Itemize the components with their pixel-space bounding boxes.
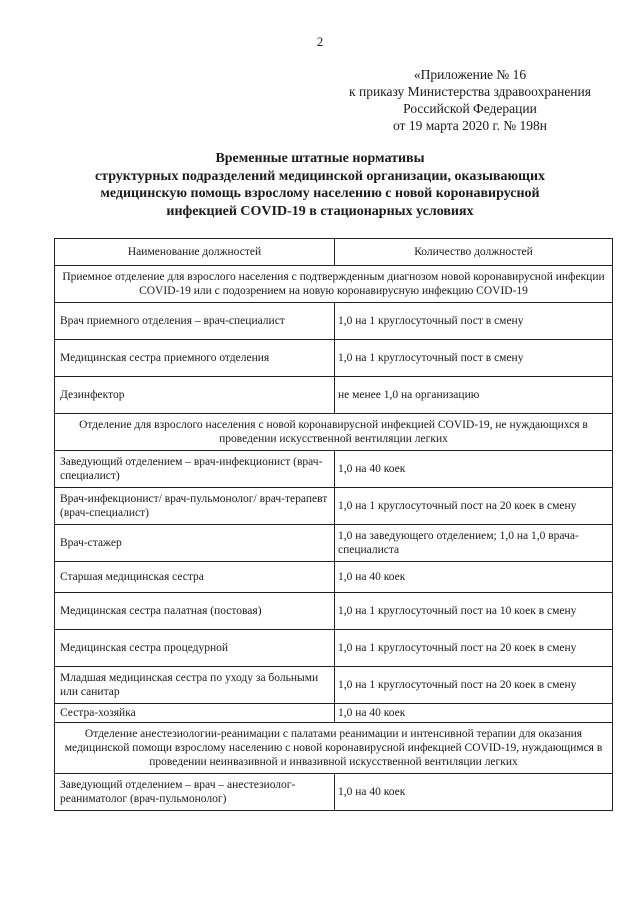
- count-cell: 1,0 на 40 коек: [335, 451, 613, 488]
- section-header-row: [55, 723, 613, 774]
- appendix-line: Российской Федерации: [403, 101, 537, 116]
- count-cell: 1,0 на 40 коек: [335, 704, 613, 723]
- section-title: Отделение анестезиологии-реанимации с палатами реанимации и интенсивной терапии для оказания медицинской помощи взрослому населению с новой коронавирусной инфекцией COVID-19, нуждающимся в проведении неинвазивной и инвазивной искусственной вентиляции легких: [55, 723, 613, 774]
- title-line: Временные штатные нормативы: [215, 151, 425, 166]
- column-header-position: Наименование должностей: [55, 239, 335, 266]
- table-row: [55, 340, 613, 377]
- position-cell: Медицинская сестра палатная (постовая): [55, 593, 335, 630]
- position-cell: Заведующий отделением – врач-инфекционист (врач-специалист): [55, 451, 335, 488]
- position-cell: Врач приемного отделения – врач-специалист: [55, 303, 335, 340]
- table-row: [55, 774, 613, 811]
- table-row: [55, 630, 613, 667]
- section-header-row: [55, 414, 613, 451]
- table-row: [55, 377, 613, 414]
- count-cell: 1,0 на заведующего отделением; 1,0 на 1,0 врача-специалиста: [335, 525, 613, 562]
- count-cell: 1,0 на 40 коек: [335, 774, 613, 811]
- title-line: структурных подразделений медицинской организации, оказывающих: [94, 168, 546, 184]
- table-header-row: [55, 239, 613, 266]
- position-cell: Сестра-хозяйка: [55, 704, 335, 723]
- table-row: [55, 303, 613, 340]
- table-row: [55, 451, 613, 488]
- section-title: Отделение для взрослого населения с новой коронавирусной инфекцией COVID-19, не нуждающихся в проведении искусственной вентиляции легких: [55, 414, 613, 451]
- count-cell: 1,0 на 1 круглосуточный пост на 20 коек в смену: [335, 667, 613, 704]
- section-header-row: [55, 266, 613, 303]
- count-cell: 1,0 на 40 коек: [335, 562, 613, 593]
- count-cell: 1,0 на 1 круглосуточный пост на 20 коек в смену: [335, 630, 613, 667]
- title-line: инфекцией COVID-19 в стационарных условиях: [166, 203, 474, 219]
- staffing-table: [54, 238, 613, 811]
- appendix-line: к приказу Министерства здравоохранения: [349, 84, 591, 99]
- appendix-line: от 19 марта 2020 г. № 198н: [392, 118, 548, 133]
- position-cell: Дезинфектор: [55, 377, 335, 414]
- position-cell: Старшая медицинская сестра: [55, 562, 335, 593]
- count-cell: 1,0 на 1 круглосуточный пост на 20 коек в смену: [335, 488, 613, 525]
- section-title: Приемное отделение для взрослого населения с подтвержденным диагнозом новой коронавирусной инфекции COVID-19 или с подозрением на новую коронавирусную инфекцию COVID-19: [55, 266, 613, 303]
- position-cell: Врач-стажер: [55, 525, 335, 562]
- position-cell: Младшая медицинская сестра по уходу за больными или санитар: [55, 667, 335, 704]
- table-row: [55, 525, 613, 562]
- page-number: 2: [316, 34, 324, 49]
- count-cell: не менее 1,0 на организацию: [335, 377, 613, 414]
- document-title: [40, 150, 600, 220]
- table-row: [55, 562, 613, 593]
- title-line: медицинскую помощь взрослому населению с новой коронавирусной: [100, 186, 540, 201]
- count-cell: 1,0 на 1 круглосуточный пост на 10 коек в смену: [335, 593, 613, 630]
- position-cell: Медицинская сестра процедурной: [55, 630, 335, 667]
- column-header-count: Количество должностей: [335, 239, 613, 266]
- table-row: [55, 667, 613, 704]
- position-cell: Медицинская сестра приемного отделения: [55, 340, 335, 377]
- count-cell: 1,0 на 1 круглосуточный пост в смену: [335, 340, 613, 377]
- position-cell: Заведующий отделением – врач – анестезиолог-реаниматолог (врач-пульмонолог): [55, 774, 335, 811]
- position-cell: Врач-инфекционист/ врач-пульмонолог/ врач-терапевт (врач-специалист): [55, 488, 335, 525]
- table-row: [55, 593, 613, 630]
- appendix-line: «Приложение № 16: [413, 67, 527, 82]
- count-cell: 1,0 на 1 круглосуточный пост в смену: [335, 303, 613, 340]
- table-row: [55, 704, 613, 723]
- appendix-reference: [330, 66, 610, 134]
- table-row: [55, 488, 613, 525]
